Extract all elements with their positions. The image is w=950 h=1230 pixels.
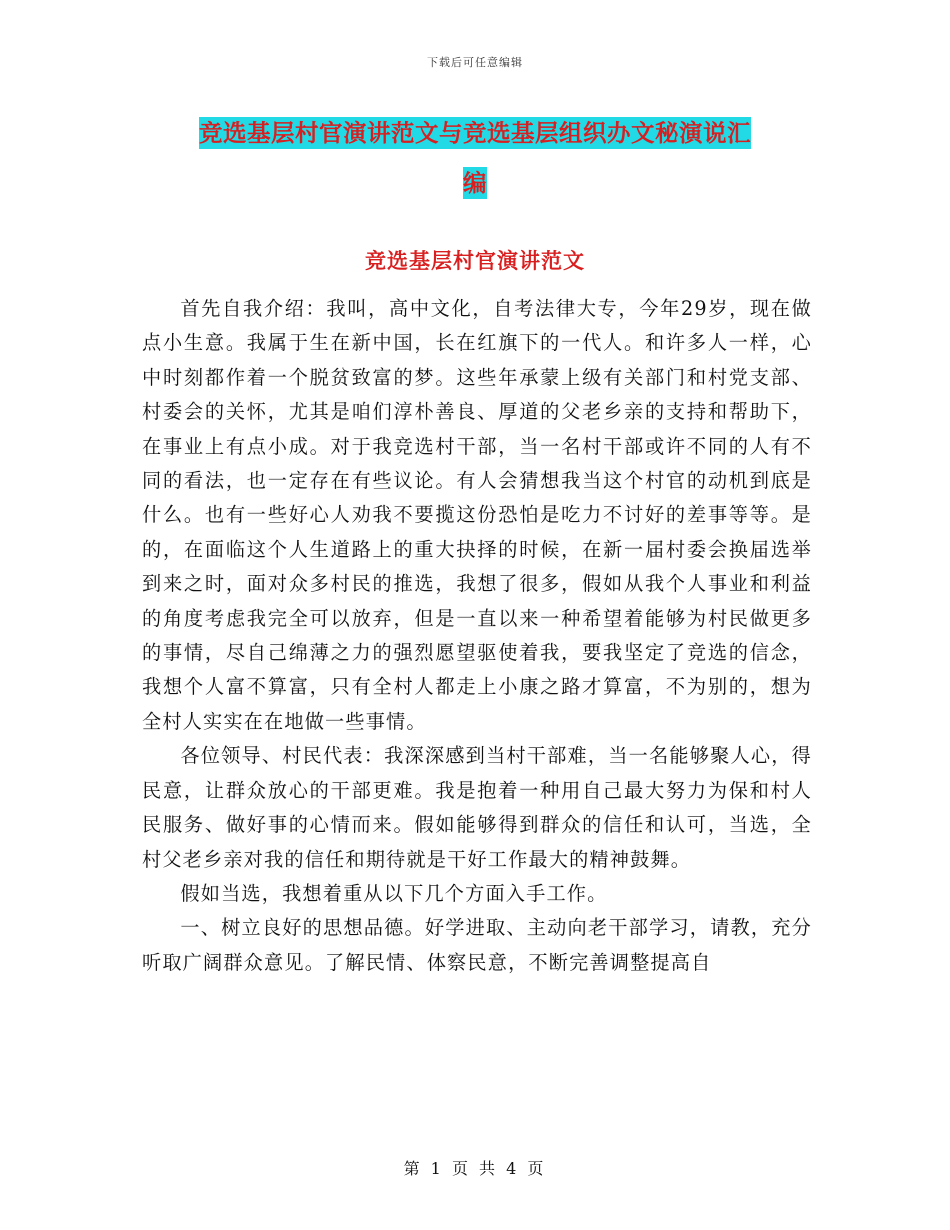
body-text bbox=[142, 292, 812, 980]
header-note: 下载后可任意编辑 bbox=[427, 56, 523, 69]
paragraph-1: 首先自我介绍：我叫，高中文化，自考法律大专，今年29岁，现在做点小生意。我属于生在新中国，长在红旗下的一代人。和许多人一样，心中时刻都作着一个脱贫致富的梦。这些年承蒙上级有关部门和村党支部、村委会的关怀，尤其是咱们淳朴善良、厚道的父老乡亲的支持和帮助下，在事业上有点小成。对于我竞选村干部，当一名村干部或许不同的人有不同的看法，也一定存在有些议论。有人会猜想我当这个村官的动机到底是什么。也有一些好心人劝我不要揽这份恐怕是吃力不讨好的差事等等。是的，在面临这个人生道路上的重大抉择的时候，在新一届村委会换届选举到来之时，面对众多村民的推选，我想了很多，假如从我个人事业和利益的角度考虑我完全可以放弃，但是一直以来一种希望着能够为村民做更多的事情，尽自己绵薄之力的强烈愿望驱使着我，要我坚定了竞选的信念，我想个人富不算富，只有全村人都走上小康之路才算富，不为别的，想为全村人实实在在地做一些事情。 bbox=[142, 297, 812, 733]
page-number-footer: 第 1 页 共 4 页 bbox=[403, 1159, 547, 1178]
document-title bbox=[140, 108, 810, 208]
paragraph-4: 一、树立良好的思想品德。好学进取、主动向老干部学习，请教，充分听取广阔群众意见。了解民情、体察民意，不断完善调整提高自 bbox=[142, 916, 812, 974]
paragraph-3: 假如当选，我想着重从以下几个方面入手工作。 bbox=[180, 881, 608, 905]
section-title: 竞选基层村官演讲范文 bbox=[365, 248, 585, 273]
document-title-line-2: 编 bbox=[463, 169, 487, 197]
paragraph-2: 各位领导、村民代表：我深深感到当村干部难，当一名能够聚人心，得民意，让群众放心的干部更难。我是抱着一种用自己最大努力为保和村人民服务、做好事的心情而来。假如能够得到群众的信任和认可，当选，全村父老乡亲对我的信任和期待就是干好工作最大的精神鼓舞。 bbox=[142, 744, 812, 871]
document-title-line-1: 竞选基层村官演讲范文与竞选基层组织办文秘演说汇 bbox=[199, 119, 751, 147]
